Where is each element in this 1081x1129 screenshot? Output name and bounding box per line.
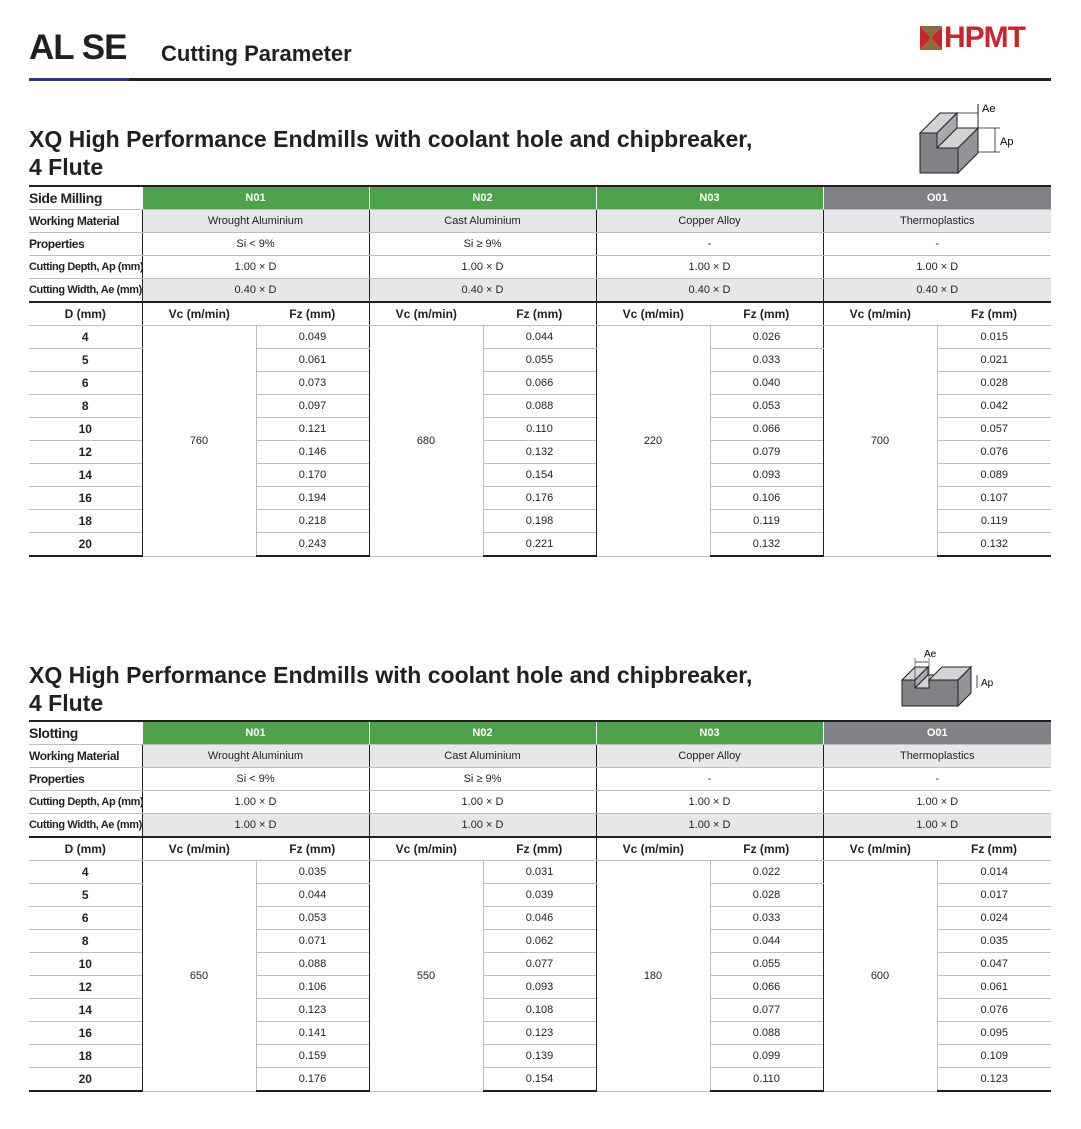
material-group-code: N01 xyxy=(142,721,369,745)
properties-row xyxy=(29,768,1051,791)
fz-value: 0.040 xyxy=(710,372,823,395)
fz-value: 0.107 xyxy=(937,487,1051,510)
group-header-row xyxy=(29,721,1051,745)
fz-value: 0.139 xyxy=(483,1045,596,1068)
fz-value: 0.033 xyxy=(710,349,823,372)
fz-value: 0.123 xyxy=(483,1022,596,1045)
diameter-value: 14 xyxy=(29,999,142,1022)
fz-value: 0.057 xyxy=(937,418,1051,441)
diameter-value: 8 xyxy=(29,395,142,418)
slotting-table xyxy=(29,720,1051,1092)
group-material-value: Copper Alloy xyxy=(596,745,823,768)
table-row xyxy=(29,326,1051,349)
group-material-value: Cast Aluminium xyxy=(369,745,596,768)
fz-value: 0.141 xyxy=(256,1022,369,1045)
cutting-width-row xyxy=(29,814,1051,838)
fz-value: 0.055 xyxy=(483,349,596,372)
group-ap-value: 1.00 × D xyxy=(369,791,596,814)
diameter-value: 10 xyxy=(29,953,142,976)
group-material-value: Wrought Aluminium xyxy=(142,745,369,768)
diameter-value: 18 xyxy=(29,510,142,533)
diameter-value: 20 xyxy=(29,533,142,557)
vc-header: Vc (m/min) xyxy=(369,302,483,326)
fz-value: 0.089 xyxy=(937,464,1051,487)
fz-value: 0.053 xyxy=(256,907,369,930)
fz-value: 0.042 xyxy=(937,395,1051,418)
fz-value: 0.071 xyxy=(256,930,369,953)
fz-value: 0.076 xyxy=(937,999,1051,1022)
vc-header: Vc (m/min) xyxy=(596,302,710,326)
vc-value: 760 xyxy=(142,326,256,557)
side-milling-table xyxy=(29,185,1051,557)
header-accent-rule xyxy=(29,78,129,81)
group-ae-value: 1.00 × D xyxy=(596,814,823,838)
column-header-row xyxy=(29,302,1051,326)
fz-value: 0.154 xyxy=(483,464,596,487)
page-subtitle: Cutting Parameter xyxy=(161,41,352,66)
fz-value: 0.028 xyxy=(710,884,823,907)
group-material-value: Copper Alloy xyxy=(596,210,823,233)
row-label: Properties xyxy=(29,768,142,791)
fz-value: 0.077 xyxy=(710,999,823,1022)
fz-value: 0.044 xyxy=(483,326,596,349)
row-label: Cutting Depth, Ap (mm) xyxy=(29,791,142,814)
fz-value: 0.093 xyxy=(483,976,596,999)
fz-value: 0.055 xyxy=(710,953,823,976)
diameter-value: 6 xyxy=(29,372,142,395)
material-group-code: N03 xyxy=(596,186,823,210)
row-label: Cutting Width, Ae (mm) xyxy=(29,279,142,303)
group-ae-value: 1.00 × D xyxy=(823,814,1051,838)
fz-value: 0.132 xyxy=(710,533,823,557)
row-label: Cutting Width, Ae (mm) xyxy=(29,814,142,838)
fz-value: 0.146 xyxy=(256,441,369,464)
group-material-value: Wrought Aluminium xyxy=(142,210,369,233)
fz-value: 0.031 xyxy=(483,861,596,884)
fz-value: 0.028 xyxy=(937,372,1051,395)
fz-value: 0.015 xyxy=(937,326,1051,349)
fz-value: 0.076 xyxy=(937,441,1051,464)
vc-value: 600 xyxy=(823,861,937,1092)
material-group-code: N02 xyxy=(369,186,596,210)
diameter-value: 8 xyxy=(29,930,142,953)
fz-value: 0.044 xyxy=(256,884,369,907)
diameter-value: 20 xyxy=(29,1068,142,1092)
fz-value: 0.088 xyxy=(710,1022,823,1045)
fz-value: 0.106 xyxy=(256,976,369,999)
column-header-row xyxy=(29,837,1051,861)
ae-label: Ae xyxy=(982,103,996,115)
fz-value: 0.044 xyxy=(710,930,823,953)
group-properties-value: Si ≥ 9% xyxy=(369,233,596,256)
diameter-value: 5 xyxy=(29,884,142,907)
fz-value: 0.066 xyxy=(710,418,823,441)
diameter-value: 12 xyxy=(29,976,142,999)
fz-value: 0.088 xyxy=(256,953,369,976)
diameter-value: 4 xyxy=(29,861,142,884)
material-group-code: N01 xyxy=(142,186,369,210)
group-properties-value: - xyxy=(596,233,823,256)
group-properties-value: - xyxy=(596,768,823,791)
vc-value: 700 xyxy=(823,326,937,557)
fz-value: 0.046 xyxy=(483,907,596,930)
diameter-value: 16 xyxy=(29,487,142,510)
diameter-value: 14 xyxy=(29,464,142,487)
properties-row xyxy=(29,233,1051,256)
material-group-code: N02 xyxy=(369,721,596,745)
fz-value: 0.014 xyxy=(937,861,1051,884)
group-ap-value: 1.00 × D xyxy=(142,791,369,814)
group-ap-value: 1.00 × D xyxy=(142,256,369,279)
brand-logo-icon xyxy=(920,26,942,50)
fz-value: 0.198 xyxy=(483,510,596,533)
fz-value: 0.073 xyxy=(256,372,369,395)
fz-value: 0.218 xyxy=(256,510,369,533)
fz-value: 0.053 xyxy=(710,395,823,418)
fz-header: Fz (mm) xyxy=(710,302,823,326)
vc-value: 550 xyxy=(369,861,483,1092)
row-label: Properties xyxy=(29,233,142,256)
fz-value: 0.097 xyxy=(256,395,369,418)
vc-header: Vc (m/min) xyxy=(142,837,256,861)
diameter-value: 16 xyxy=(29,1022,142,1045)
fz-value: 0.154 xyxy=(483,1068,596,1092)
fz-value: 0.119 xyxy=(710,510,823,533)
diameter-header: D (mm) xyxy=(29,837,142,861)
section-title xyxy=(29,661,752,717)
ap-label: Ap xyxy=(1000,136,1014,148)
cutting-depth-row xyxy=(29,791,1051,814)
fz-value: 0.079 xyxy=(710,441,823,464)
fz-value: 0.099 xyxy=(710,1045,823,1068)
fz-value: 0.061 xyxy=(256,349,369,372)
vc-value: 650 xyxy=(142,861,256,1092)
section-title-line2: 4 Flute xyxy=(29,690,104,716)
group-material-value: Thermoplastics xyxy=(823,210,1051,233)
fz-value: 0.106 xyxy=(710,487,823,510)
diameter-header: D (mm) xyxy=(29,302,142,326)
vc-header: Vc (m/min) xyxy=(142,302,256,326)
group-ae-value: 0.40 × D xyxy=(369,279,596,303)
fz-value: 0.108 xyxy=(483,999,596,1022)
diameter-value: 10 xyxy=(29,418,142,441)
fz-value: 0.194 xyxy=(256,487,369,510)
fz-value: 0.123 xyxy=(937,1068,1051,1092)
section-title-line1: XQ High Performance Endmills with coolant hole and chipbreaker, xyxy=(29,126,753,152)
row-label: Working Material xyxy=(29,745,142,768)
fz-header: Fz (mm) xyxy=(256,837,369,861)
fz-value: 0.039 xyxy=(483,884,596,907)
fz-value: 0.077 xyxy=(483,953,596,976)
vc-header: Vc (m/min) xyxy=(596,837,710,861)
section-title-line1: XQ High Performance Endmills with coolant hole and chipbreaker, xyxy=(29,662,753,688)
fz-value: 0.061 xyxy=(937,976,1051,999)
group-ap-value: 1.00 × D xyxy=(596,791,823,814)
cutting-depth-row xyxy=(29,256,1051,279)
fz-value: 0.109 xyxy=(937,1045,1051,1068)
cutting-width-row xyxy=(29,279,1051,303)
ap-label: Ap xyxy=(981,678,994,689)
section-title-line2: 4 Flute xyxy=(29,154,104,180)
ae-label: Ae xyxy=(924,649,937,660)
material-group-code: O01 xyxy=(823,186,1051,210)
group-ae-value: 1.00 × D xyxy=(142,814,369,838)
vc-header: Vc (m/min) xyxy=(823,837,937,861)
vc-value: 180 xyxy=(596,861,710,1092)
group-ap-value: 1.00 × D xyxy=(596,256,823,279)
group-ap-value: 1.00 × D xyxy=(823,256,1051,279)
fz-value: 0.132 xyxy=(483,441,596,464)
group-ae-value: 0.40 × D xyxy=(142,279,369,303)
fz-value: 0.132 xyxy=(937,533,1051,557)
fz-value: 0.221 xyxy=(483,533,596,557)
diameter-value: 5 xyxy=(29,349,142,372)
group-ap-value: 1.00 × D xyxy=(369,256,596,279)
diameter-value: 4 xyxy=(29,326,142,349)
group-header-row xyxy=(29,186,1051,210)
material-group-code: O01 xyxy=(823,721,1051,745)
fz-value: 0.017 xyxy=(937,884,1051,907)
fz-value: 0.093 xyxy=(710,464,823,487)
working-material-row xyxy=(29,745,1051,768)
fz-value: 0.026 xyxy=(710,326,823,349)
fz-value: 0.176 xyxy=(256,1068,369,1092)
group-properties-value: Si < 9% xyxy=(142,233,369,256)
fz-value: 0.243 xyxy=(256,533,369,557)
fz-header: Fz (mm) xyxy=(710,837,823,861)
diameter-value: 18 xyxy=(29,1045,142,1068)
fz-value: 0.047 xyxy=(937,953,1051,976)
product-code: AL SE xyxy=(29,28,127,67)
operation-label: Slotting xyxy=(29,721,142,745)
vc-value: 680 xyxy=(369,326,483,557)
slotting-diagram xyxy=(895,646,1005,712)
fz-value: 0.066 xyxy=(710,976,823,999)
operation-label: Side Milling xyxy=(29,186,142,210)
page-header xyxy=(29,28,1051,78)
fz-value: 0.095 xyxy=(937,1022,1051,1045)
row-label: Working Material xyxy=(29,210,142,233)
fz-header: Fz (mm) xyxy=(256,302,369,326)
fz-value: 0.035 xyxy=(937,930,1051,953)
group-material-value: Thermoplastics xyxy=(823,745,1051,768)
fz-value: 0.119 xyxy=(937,510,1051,533)
fz-header: Fz (mm) xyxy=(937,302,1051,326)
fz-value: 0.022 xyxy=(710,861,823,884)
group-properties-value: - xyxy=(823,233,1051,256)
fz-value: 0.121 xyxy=(256,418,369,441)
fz-value: 0.123 xyxy=(256,999,369,1022)
brand-logo xyxy=(920,21,1025,54)
fz-value: 0.088 xyxy=(483,395,596,418)
group-ap-value: 1.00 × D xyxy=(823,791,1051,814)
fz-value: 0.049 xyxy=(256,326,369,349)
section-title xyxy=(29,125,752,181)
row-label: Cutting Depth, Ap (mm) xyxy=(29,256,142,279)
fz-value: 0.033 xyxy=(710,907,823,930)
fz-header: Fz (mm) xyxy=(937,837,1051,861)
fz-value: 0.035 xyxy=(256,861,369,884)
fz-value: 0.110 xyxy=(710,1068,823,1092)
fz-value: 0.110 xyxy=(483,418,596,441)
brand-name: HPMT xyxy=(944,21,1025,54)
group-ae-value: 1.00 × D xyxy=(369,814,596,838)
header-rule xyxy=(29,78,1051,81)
fz-value: 0.062 xyxy=(483,930,596,953)
fz-value: 0.170 xyxy=(256,464,369,487)
group-ae-value: 0.40 × D xyxy=(823,279,1051,303)
fz-value: 0.066 xyxy=(483,372,596,395)
vc-header: Vc (m/min) xyxy=(369,837,483,861)
fz-value: 0.024 xyxy=(937,907,1051,930)
group-properties-value: Si ≥ 9% xyxy=(369,768,596,791)
side-milling-diagram xyxy=(915,100,1025,180)
group-material-value: Cast Aluminium xyxy=(369,210,596,233)
material-group-code: N03 xyxy=(596,721,823,745)
group-properties-value: - xyxy=(823,768,1051,791)
table-row xyxy=(29,861,1051,884)
diameter-value: 12 xyxy=(29,441,142,464)
diameter-value: 6 xyxy=(29,907,142,930)
vc-value: 220 xyxy=(596,326,710,557)
working-material-row xyxy=(29,210,1051,233)
fz-value: 0.021 xyxy=(937,349,1051,372)
fz-value: 0.176 xyxy=(483,487,596,510)
vc-header: Vc (m/min) xyxy=(823,302,937,326)
fz-header: Fz (mm) xyxy=(483,837,596,861)
fz-header: Fz (mm) xyxy=(483,302,596,326)
group-ae-value: 0.40 × D xyxy=(596,279,823,303)
group-properties-value: Si < 9% xyxy=(142,768,369,791)
fz-value: 0.159 xyxy=(256,1045,369,1068)
